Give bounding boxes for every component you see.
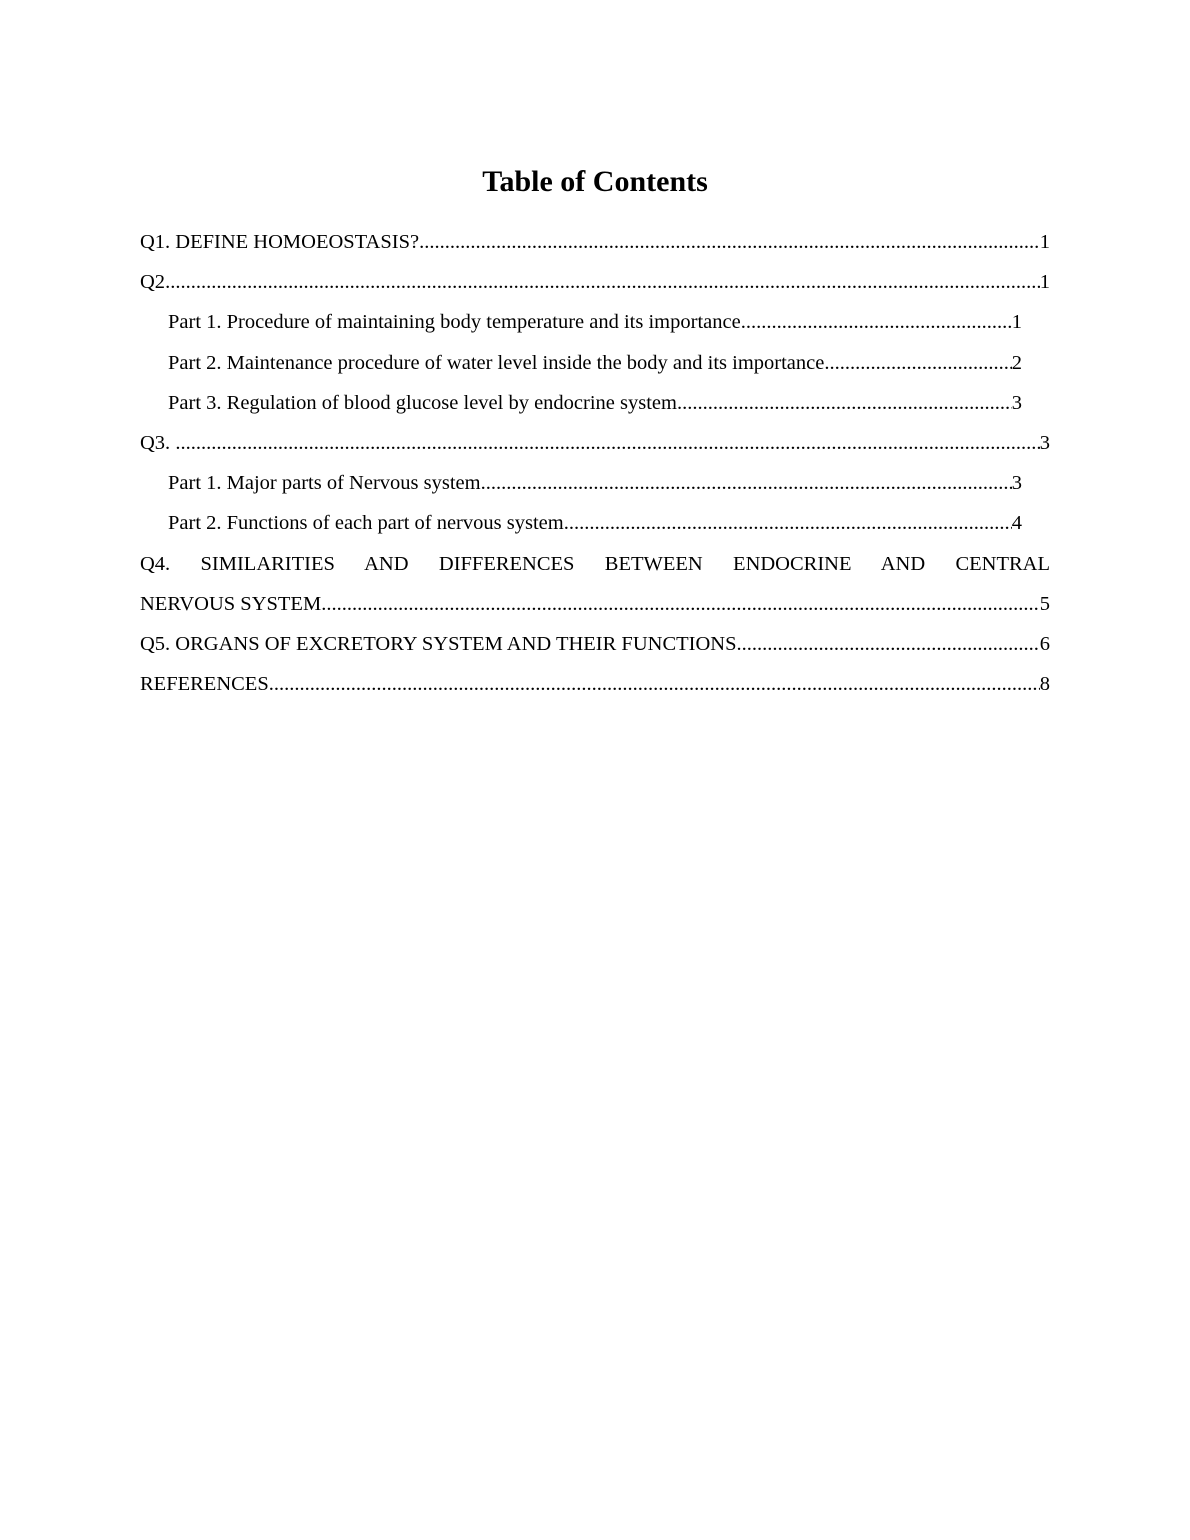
toc-page-number: 3 bbox=[1011, 472, 1022, 495]
toc-entry-label: Q5. ORGANS OF EXCRETORY SYSTEM AND THEIR FUNCTIONS bbox=[140, 632, 737, 655]
dot-leader bbox=[419, 222, 1040, 262]
toc-page-number: 1 bbox=[1039, 271, 1050, 294]
toc-entry-label: Part 2. Functions of each part of nervous system bbox=[168, 512, 564, 535]
dot-leader bbox=[741, 302, 1012, 342]
toc-page-number: 4 bbox=[1011, 512, 1022, 535]
toc-entry-q2-part2[interactable] bbox=[168, 343, 1022, 383]
toc-page-number: 3 bbox=[1039, 431, 1050, 454]
toc-entry-label-line1: Q4. SIMILARITIES AND DIFFERENCES BETWEEN ENDOCRINE AND CENTRAL bbox=[140, 552, 1050, 575]
toc-entry-label: Part 1. Major parts of Nervous system bbox=[168, 472, 481, 495]
toc-entry-q2-part3[interactable] bbox=[168, 383, 1022, 423]
toc-page-number: 5 bbox=[1039, 592, 1050, 615]
toc-entry-q3-part1[interactable] bbox=[168, 463, 1022, 503]
dot-leader bbox=[269, 664, 1040, 704]
toc-entry-label: Q2 bbox=[140, 271, 166, 294]
toc-entry-label: REFERENCES bbox=[140, 673, 269, 696]
toc-entry-q1[interactable] bbox=[140, 222, 1050, 262]
dot-leader bbox=[677, 383, 1012, 423]
dot-leader bbox=[564, 503, 1012, 543]
toc-entry-q4[interactable] bbox=[140, 544, 1050, 624]
dot-leader bbox=[165, 262, 1040, 302]
toc-page-number: 1 bbox=[1039, 231, 1050, 253]
toc-page-number: 2 bbox=[1011, 351, 1022, 374]
dot-leader bbox=[321, 584, 1040, 624]
toc-entry-q2-part1[interactable] bbox=[168, 302, 1022, 342]
toc-list bbox=[140, 222, 1050, 704]
toc-title: Table of Contents bbox=[482, 165, 708, 198]
toc-page-number: 1 bbox=[1011, 311, 1022, 334]
toc-entry-label: Q3. bbox=[140, 431, 176, 454]
toc-entry-label: Q1. DEFINE HOMOEOSTASIS? bbox=[140, 231, 420, 253]
toc-page-number: 8 bbox=[1039, 673, 1050, 696]
toc-entry-q2[interactable] bbox=[140, 262, 1050, 302]
dot-leader bbox=[736, 624, 1039, 664]
dot-leader bbox=[175, 423, 1039, 463]
toc-entry-references[interactable] bbox=[140, 664, 1050, 704]
toc-entry-q5[interactable] bbox=[140, 624, 1050, 664]
toc-entry-q3[interactable] bbox=[140, 423, 1050, 463]
toc-entry-label-line2: NERVOUS SYSTEM bbox=[140, 592, 322, 615]
toc-entry-label: Part 3. Regulation of blood glucose level by endocrine system bbox=[168, 391, 677, 414]
toc-page-number: 3 bbox=[1011, 391, 1022, 414]
toc-page-number: 6 bbox=[1039, 632, 1050, 655]
toc-entry-label: Part 1. Procedure of maintaining body temperature and its importance bbox=[168, 311, 741, 334]
dot-leader bbox=[481, 463, 1012, 503]
dot-leader bbox=[824, 343, 1011, 383]
toc-entry-label: Part 2. Maintenance procedure of water level inside the body and its importance bbox=[168, 351, 825, 374]
toc-entry-q3-part2[interactable] bbox=[168, 503, 1022, 543]
